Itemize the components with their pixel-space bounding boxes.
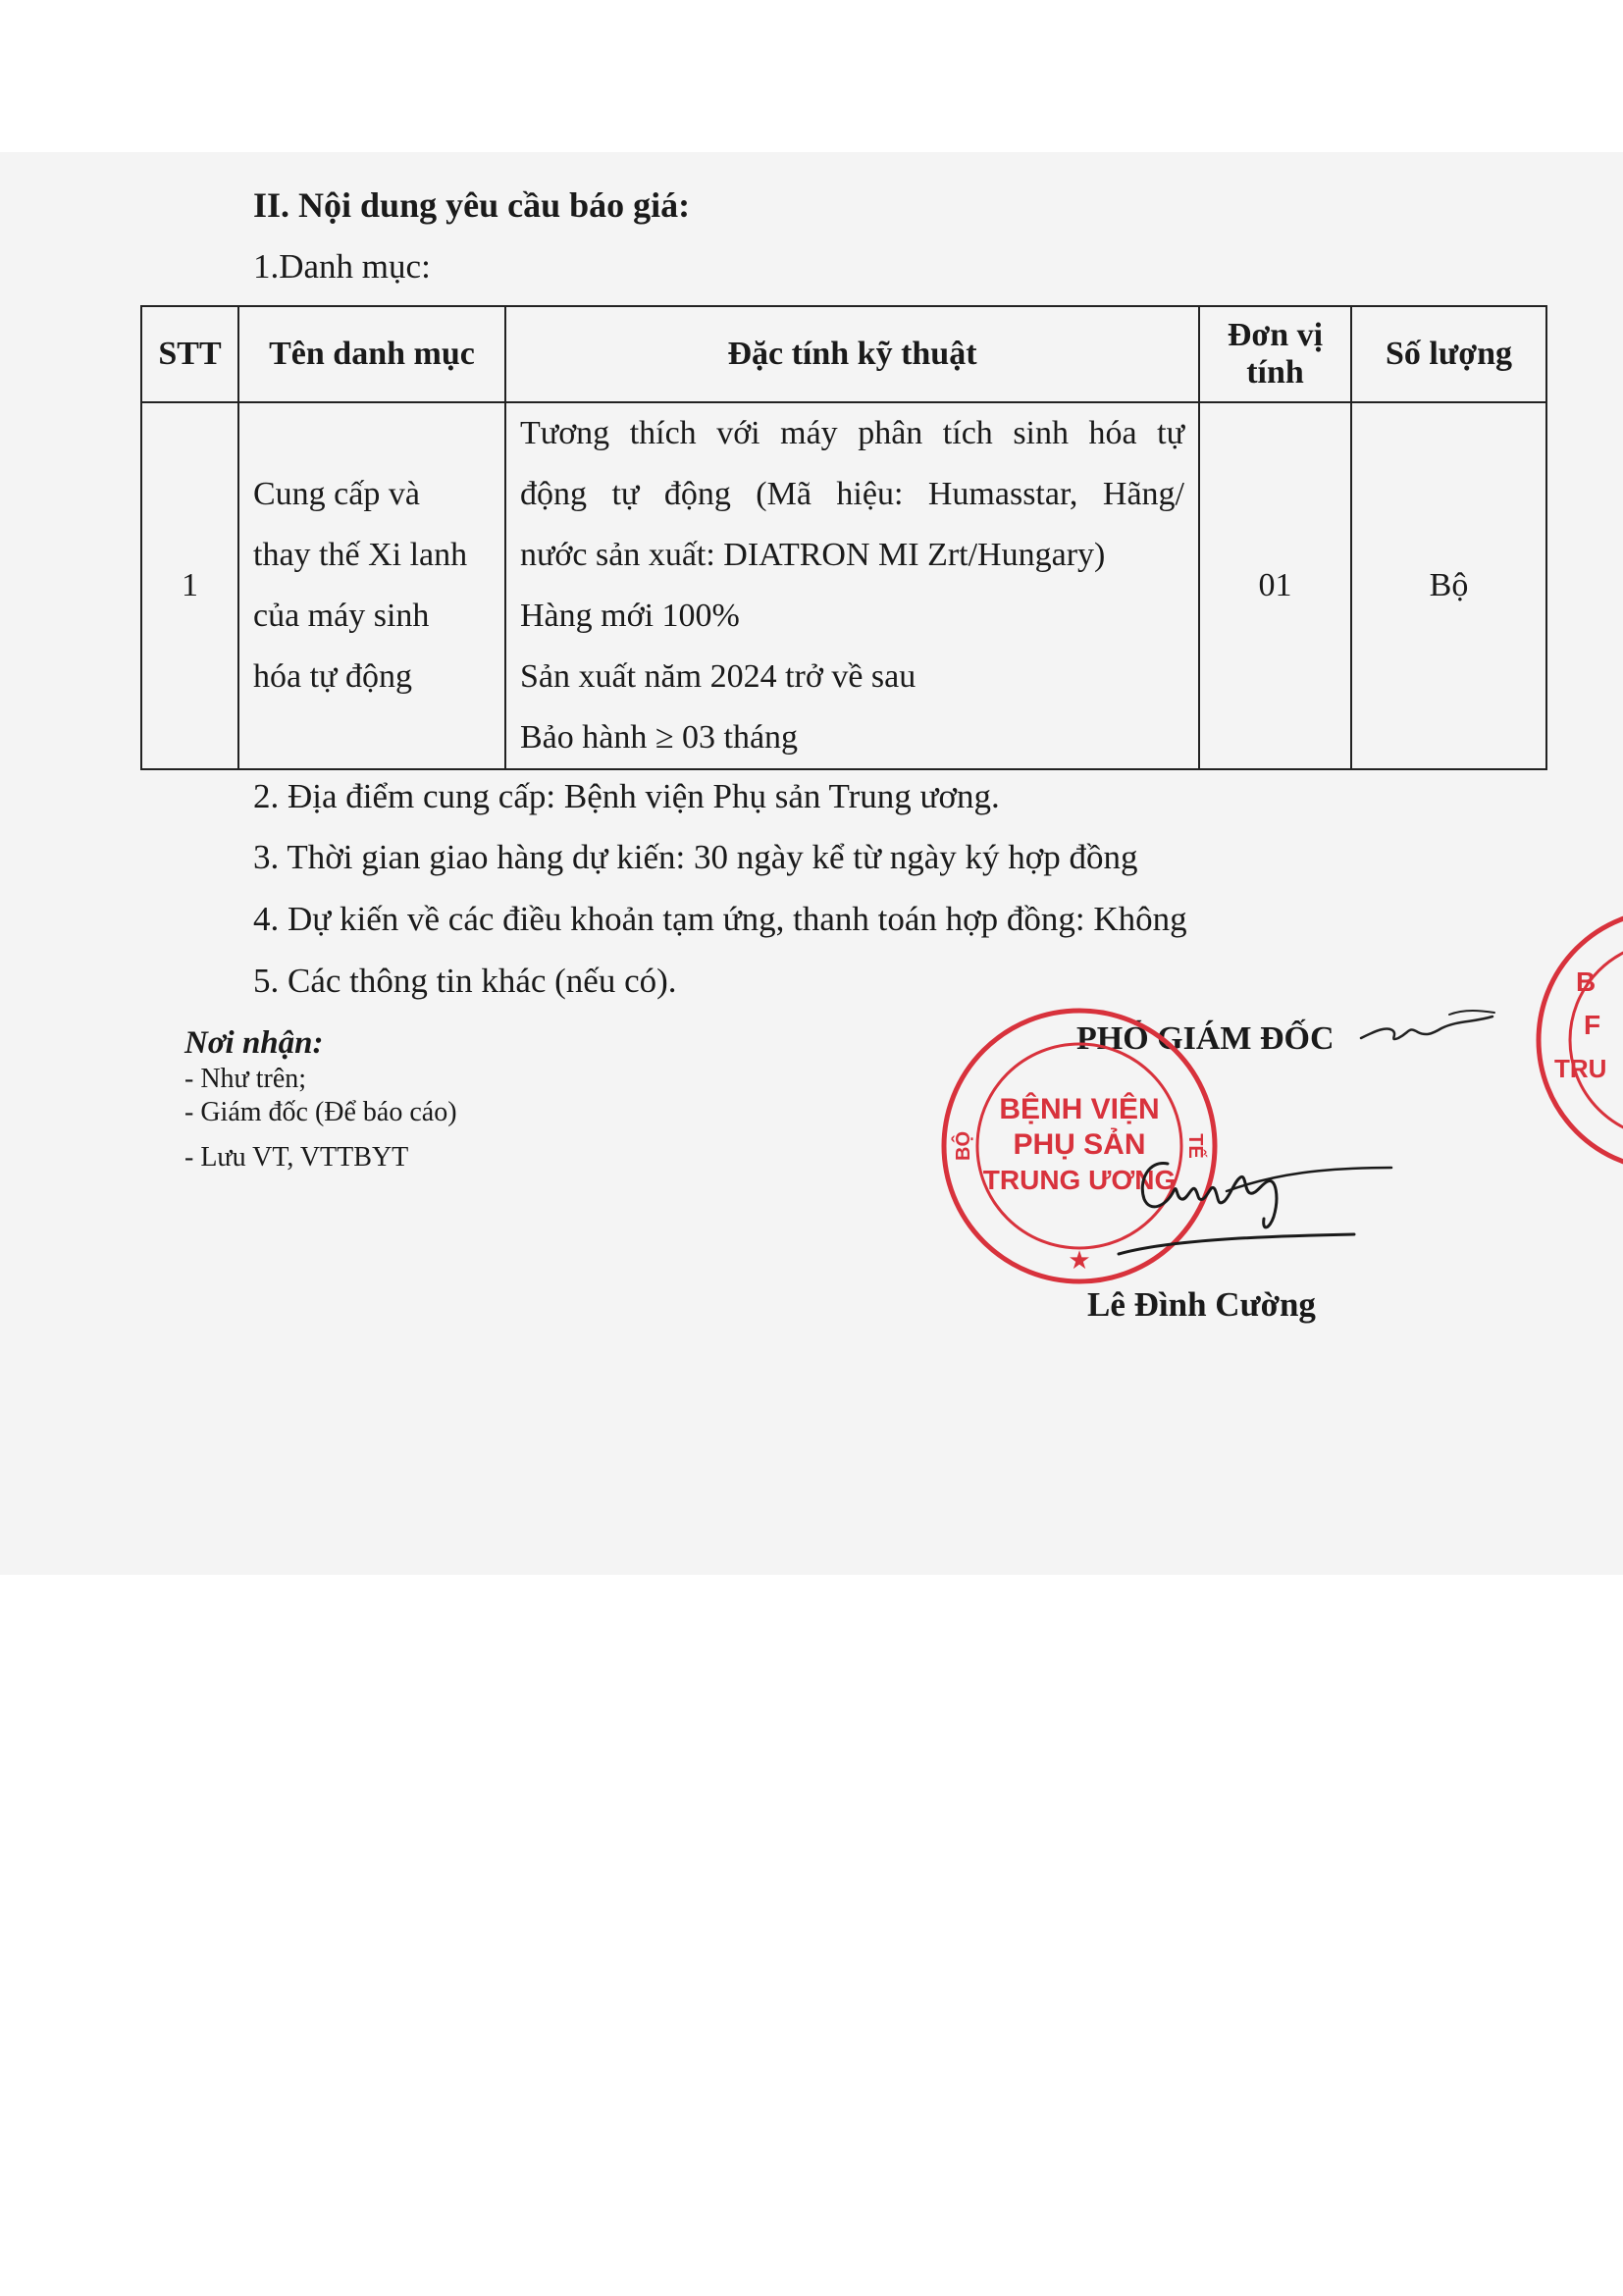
cell-spec — [505, 402, 1199, 769]
header-qty: Số lượng — [1351, 306, 1546, 402]
stamp-text-line1: BỆNH VIỆN — [999, 1093, 1160, 1125]
signer-title: PHÓ GIÁM ĐỐC — [1076, 1020, 1335, 1057]
stamp-text-right: TẾ — [1184, 1133, 1206, 1159]
name-line: hóa tự động — [253, 658, 412, 695]
header-unit — [1199, 306, 1351, 402]
stamp-text-line2: PHỤ SẢN — [1013, 1128, 1146, 1161]
partial-stamp-letter: TRU — [1554, 1054, 1607, 1083]
spec-line: Hàng mới 100% — [520, 598, 740, 634]
items-table — [140, 305, 1547, 770]
name-line: của máy sinh — [253, 598, 430, 634]
recipient-item: - Giám đốc (Để báo cáo) — [184, 1097, 457, 1127]
paragraph-delivery-time: 3. Thời gian giao hàng dự kiến: 30 ngày kể từ ngày ký hợp đồng — [253, 838, 1138, 876]
header-spec: Đặc tính kỹ thuật — [505, 306, 1199, 402]
cell-name — [238, 402, 505, 769]
stamp-star-icon: ★ — [1068, 1246, 1091, 1276]
spec-line: Tương thích với máy phân tích sinh hóa tự — [520, 415, 1184, 451]
subsection-title: 1.Danh mục: — [253, 247, 431, 286]
stamp-text-left: BỘ — [953, 1131, 974, 1161]
spec-line: Bảo hành ≥ 03 tháng — [520, 719, 799, 756]
handwritten-signature — [1109, 1138, 1393, 1266]
partial-stamp-letter: F — [1584, 1010, 1601, 1040]
recipient-item: - Như trên; — [184, 1064, 307, 1094]
name-line: Cung cấp và — [253, 476, 420, 512]
recipients-title: Nơi nhận: — [184, 1025, 324, 1061]
name-line: thay thế Xi lanh — [253, 537, 468, 573]
paragraph-location: 2. Địa điểm cung cấp: Bệnh viện Phụ sản Trung ương. — [253, 777, 1000, 815]
spec-line: nước sản xuất: DIATRON MI Zrt/Hungary) — [520, 537, 1106, 573]
spec-line: động tự động (Mã hiệu: Humasstar, Hãng/ — [520, 476, 1184, 512]
stamp-text-line3: TRUNG ƯƠNG — [982, 1165, 1177, 1195]
partial-stamp — [1531, 903, 1623, 1177]
initials-signature — [1359, 1001, 1496, 1050]
signer-name: Lê Đình Cường — [1087, 1285, 1316, 1324]
cell-stt: 1 — [141, 402, 238, 769]
cell-qty: Bộ — [1351, 402, 1546, 769]
cell-unit: 01 — [1199, 402, 1351, 769]
table-row — [141, 402, 1546, 769]
table-header-row — [141, 306, 1546, 402]
paragraph-payment-terms: 4. Dự kiến về các điều khoản tạm ứng, thanh toán hợp đồng: Không — [253, 900, 1187, 938]
spec-line: Sản xuất năm 2024 trở về sau — [520, 658, 916, 695]
paragraph-other-info: 5. Các thông tin khác (nếu có). — [253, 962, 677, 1000]
recipient-item: - Lưu VT, VTTBYT — [184, 1142, 409, 1173]
header-name: Tên danh mục — [238, 306, 505, 402]
section-title: II. Nội dung yêu cầu báo giá: — [253, 185, 691, 225]
header-unit-line1: Đơn vị — [1227, 317, 1324, 353]
header-stt: STT — [141, 306, 238, 402]
partial-stamp-letter: B — [1576, 966, 1597, 997]
header-unit-line2: tính — [1246, 354, 1304, 391]
